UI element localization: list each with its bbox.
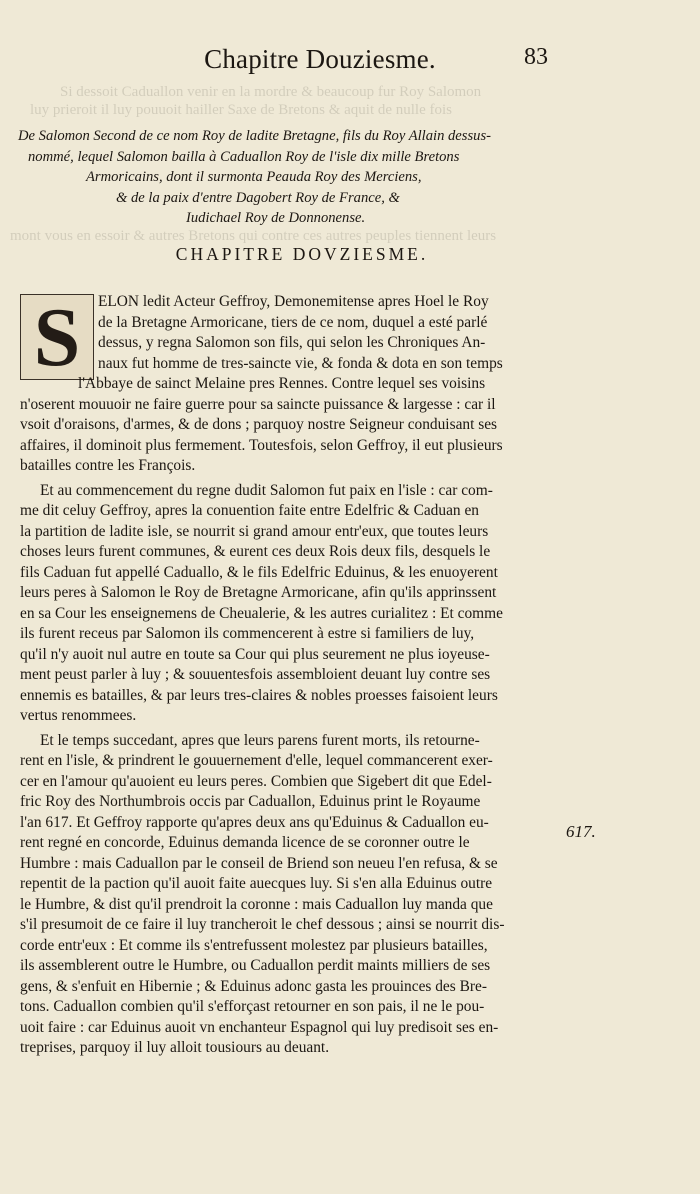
body-line: ELON ledit Acteur Geffroy, Demonemitense apres Hoel le Roy xyxy=(98,293,489,310)
body-line: batailles contre les François. xyxy=(20,457,196,474)
summary-line: De Salomon Second de ce nom Roy de ladite Bretagne, fils du Roy Allain dessus- xyxy=(18,128,491,144)
summary-line: Armoricains, dont il surmonta Peauda Roy des Merciens, xyxy=(86,169,422,185)
body-line: vsoit d'oraisons, d'armes, & de dons ; parquoy nostre Seigneur conduisant ses xyxy=(20,416,498,433)
body-line: affaires, il dominoit plus fermement. Toutesfois, selon Geffroy, il eut plusieurs xyxy=(20,436,503,454)
body-line: gens, & s'enfuit en Hibernie ; & Eduinus adonc gasta les prouinces des Bre- xyxy=(20,977,487,995)
body-line: s'il presumoit de ce faire il luy trancheroit le chef dessous ; ainsi se nourrit dis- xyxy=(20,916,505,933)
body-line: qu'il n'y auoit nul autre en toute sa Cour qui plus seurement ne plus ioyeuse- xyxy=(20,645,490,663)
body-line: le Humbre, & dist qu'il prendroit la coronne : mais Caduallon luy manda que xyxy=(20,895,493,913)
body-line: ennemis es batailles, & par leurs tres-claires & nobles proesses faisoient leurs xyxy=(20,686,498,704)
body-line: fils Caduan fut appellé Caduallo, & le fils Edelfric Eduinus, & les enuoyerent xyxy=(20,563,498,581)
summary-line: Iudichael Roy de Donnonense. xyxy=(186,210,366,226)
body-line: rent regné en concorde, Eduinus demanda licence de se coronner outre le xyxy=(20,834,470,851)
body-line: rent en l'isle, & prindrent le gouuernement d'elle, lequel commancerent exer- xyxy=(20,752,493,769)
body-line: repentit de la paction qu'il auoit faite auecques luy. Si s'en alla Eduinus outre xyxy=(20,875,493,892)
body-line: ils furent receus par Salomon ils commencerent à estre si familiers de luy, xyxy=(20,625,475,642)
dropcap-letter: S xyxy=(33,291,81,384)
body-line: Et le temps succedant, apres que leurs parens furent morts, ils retourne- xyxy=(40,731,480,749)
body-line: leurs peres à Salomon le Roy de Bretagne Armoricane, afin qu'ils apprinssent xyxy=(20,584,497,601)
body-line: l'Abbaye de sainct Melaine pres Rennes. Contre lequel ses voisins xyxy=(78,375,486,392)
body-line: uoit faire : car Eduinus auoit vn enchanteur Espagnol qui luy predisoit ses en- xyxy=(20,1018,499,1036)
page-number: 83 xyxy=(524,44,548,70)
body-line: corde entr'eux : Et comme ils s'entrefussent molestez par plusieurs batailles, xyxy=(20,936,488,954)
body-line: ils assemblerent outre le Humbre, ou Caduallon perdit maints milliers de ses xyxy=(20,957,491,974)
bleed-through-line: Si dessoit Caduallon venir en la mordre & beaucoup fur Roy Salomon xyxy=(60,84,482,100)
summary-line: & de la paix d'entre Dagobert Roy de France, & xyxy=(116,189,400,206)
chapter-body xyxy=(20,292,560,1059)
body-line: vertus renommees. xyxy=(20,707,137,724)
chapter-heading: CHAPITRE DOVZIESME. xyxy=(175,244,429,264)
body-line: de la Bretagne Armoricane, tiers de ce nom, duquel a esté parlé xyxy=(98,313,488,331)
running-title: Chapitre Douziesme. xyxy=(204,44,436,74)
body-line: l'an 617. Et Geffroy rapporte qu'apres deux ans qu'Eduinus & Caduallon eu- xyxy=(20,813,489,831)
bleed-through-line: luy prieroit il luy pouuoit hailler Saxe de Bretons & aquit de nulle fois xyxy=(30,102,453,118)
body-line: naux fut homme de tres-saincte vie, & fonda & dota en son temps xyxy=(98,354,503,372)
body-line: Humbre : mais Caduallon par le conseil de Briend son neueu l'en refusa, & se xyxy=(20,854,498,872)
chapter-summary xyxy=(18,126,558,229)
body-line: me dit celuy Geffroy, apres la conuention faite entre Edelfric & Caduan en xyxy=(20,502,479,519)
body-line: choses leurs furent communes, & eurent ces deux Rois deux fils, desquels le xyxy=(20,543,491,560)
body-line: dessus, y regna Salomon son fils, qui selon les Chroniques An- xyxy=(98,334,486,351)
body-line: tons. Caduallon combien qu'il s'efforçast retourner en son pais, il ne le pou- xyxy=(20,998,485,1015)
body-line: Et au commencement du regne dudit Salomon fut paix en l'isle : car com- xyxy=(40,481,493,499)
body-line: treprises, parquoy il luy alloit tousiours au deuant. xyxy=(20,1039,330,1056)
body-line: cer en l'amour qu'auoient eu leurs peres. Combien que Sigebert dit que Edel- xyxy=(20,772,492,790)
body-line: n'oserent mouuoir ne faire guerre pour sa saincte puissance & largesse : car il xyxy=(20,395,496,413)
body-line: en sa Cour les enseignemens de Cheualerie, & les autres curialitez : Et comme xyxy=(20,604,503,622)
body-line: la partition de ladite isle, se nourrit si grand amour entr'eux, que toutes leurs xyxy=(20,522,489,540)
marginal-note: 617. xyxy=(566,822,596,841)
summary-line: nommé, lequel Salomon bailla à Caduallon Roy de l'isle dix mille Bretons xyxy=(28,148,460,165)
body-line: fric Roy des Northumbrois occis par Caduallon, Eduinus print le Royaume xyxy=(20,793,481,810)
body-line: ment peust parler à luy ; & souuentesfois assembloient deuant luy contre ses xyxy=(20,666,491,683)
bleed-through-line: mont vous en essoir & autres Bretons qui contre ces autres peuples tiennent leurs xyxy=(10,228,497,244)
